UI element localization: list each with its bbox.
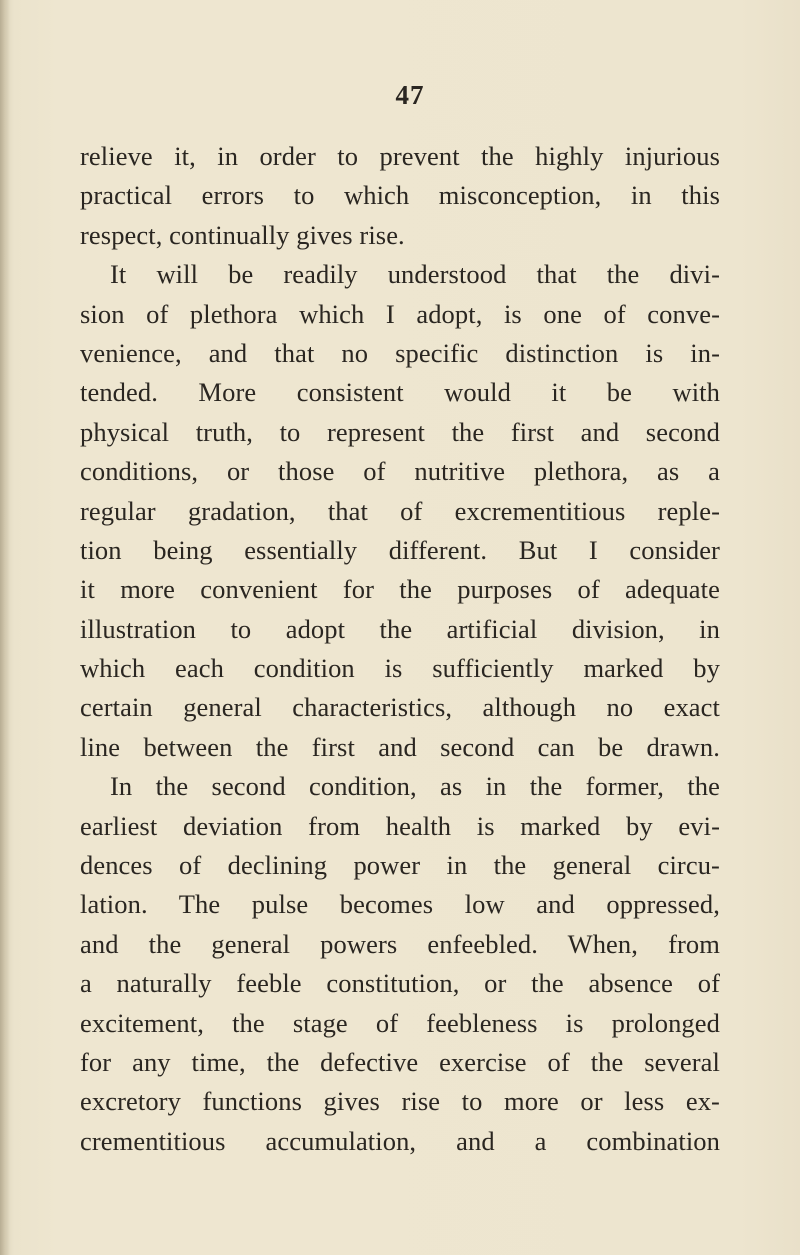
text-line: sion of plethora which I adopt, is one of conve- bbox=[80, 298, 720, 329]
page-binding-edge bbox=[0, 0, 10, 1255]
text-line: In the second condition, as in the former, the bbox=[110, 771, 720, 802]
text-line: tended. More consistent would it be with bbox=[80, 377, 720, 408]
body-text bbox=[80, 137, 720, 1161]
text-line: dences of declining power in the general circu- bbox=[80, 850, 720, 881]
page-number: 47 bbox=[395, 80, 425, 110]
text-line: excretory functions gives rise to more or less ex- bbox=[80, 1086, 720, 1117]
text-line: line between the first and second can be drawn. bbox=[80, 731, 720, 762]
text-line: respect, continually gives rise. bbox=[80, 219, 405, 250]
text-line: illustration to adopt the artificial division, in bbox=[80, 613, 720, 644]
text-line: practical errors to which misconception, in this bbox=[80, 180, 720, 211]
text-line: crementitious accumulation, and a combination bbox=[80, 1125, 720, 1156]
text-line: for any time, the defective exercise of the several bbox=[80, 1046, 720, 1077]
text-line: certain general characteristics, although no exact bbox=[80, 692, 720, 723]
text-line: venience, and that no specific distinction is in- bbox=[80, 337, 720, 368]
text-line: lation. The pulse becomes low and oppressed, bbox=[80, 889, 720, 920]
text-line: tion being essentially different. But I consider bbox=[80, 534, 720, 565]
text-line: a naturally feeble constitution, or the absence of bbox=[80, 968, 720, 999]
text-line: It will be readily understood that the divi- bbox=[110, 259, 720, 290]
text-line: it more convenient for the purposes of adequate bbox=[80, 574, 720, 605]
text-line: relieve it, in order to prevent the highly injurious bbox=[80, 141, 720, 171]
text-line: which each condition is sufficiently marked by bbox=[80, 653, 720, 684]
text-line: physical truth, to represent the first and second bbox=[80, 416, 720, 447]
text-line: excitement, the stage of feebleness is prolonged bbox=[80, 1007, 720, 1038]
text-line: and the general powers enfeebled. When, from bbox=[80, 928, 720, 959]
text-line: regular gradation, that of excrementitious reple- bbox=[80, 495, 720, 526]
text-line: conditions, or those of nutritive plethora, as a bbox=[80, 456, 720, 487]
text-line: earliest deviation from health is marked by evi- bbox=[80, 810, 720, 841]
